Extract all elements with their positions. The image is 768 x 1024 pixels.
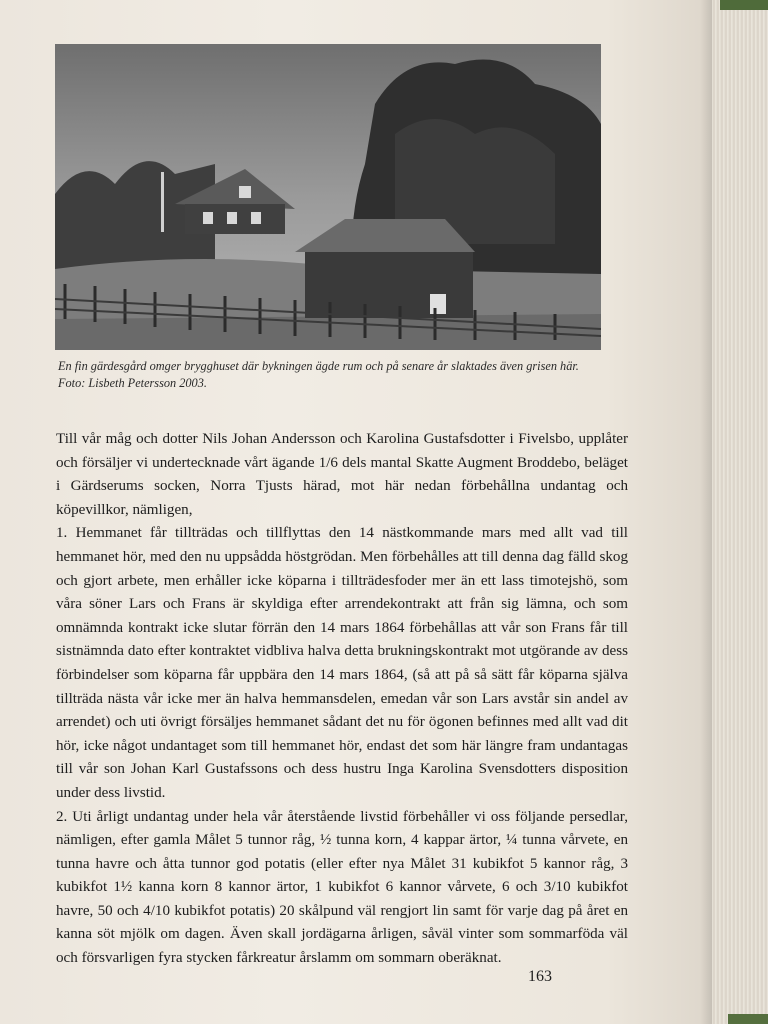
book-cover-corner-bottom: [728, 1014, 768, 1024]
photo-caption: En fin gärdesgård omger brygghuset där bykningen ägde rum och på senare år slaktades även grisen här. Foto: Lisbeth Petersson 2003.: [58, 359, 579, 390]
farm-photo: [55, 44, 601, 350]
clause-2: 2. Uti årligt undantag under hela vår återstående livstid förbehåller vi oss följande persedlar, nämligen, efter gamla Målet 5 tunnor råg, ½ tunna korn, 4 kappar ärtor, ¼ tunna vårvete, en tunna havre och åtta tunnor god potatis (eller efter nya Målet 31 kubikfot 5 kannor råg, 3 kubikfot 1½ kanna korn 8 kannor ärtor, 1 kubikfot 6 kannor vårvete, 6 och 3/10 kubikfot havre, 50 och 4/10 kubikfot potatis) 20 skålpund väl rengjort lin samt för varje dag på året en kanna söt mjölk om dagen. Även skall jordägarna årligen, såväl vinter som sommarföda väl och försvarligen fyra stycken fårkreatur årslamm om sommarn oberäknat.: [56, 808, 628, 967]
page-number: 163: [528, 968, 552, 985]
clause-1: 1. Hemmanet får tillträdas och tillflyttas den 14 nästkommande mars med allt vad till hemmanet hör, med den nu uppsådda höstgrödan. Men förbehålles att till denna dag fälld skog och gjort arbete, men erhåller icke köparna i tillträdesfoder mer än ett lass timotejshö, som våra söner Lars och Frans är skyldiga efter arrendekontrakt att från sig lämna, och som omnämnda kontrakt icke slutar förrän den 14 mars 1864 förbehållas att vår son Frans får till sistnämnda dato efter kontraktet vidbliva halva detta brukningskontrakt mot utgörande av dess förbindelser som köparna får uppbära den 14 mars 1864, (så att på så sätt får köparna själva tillträda nästa vår icke mer än halva hemmansdelen, emedan vår son Lars avstår sin andel av arrendet) och uti övrigt försäljes hemmanet sådant det nu för ögonen befinnes med allt vad dit hör, icke något undantaget som till hemmanet hör, endast det som här längre fram undantagas till vår son Johan Karl Gustafssons och dess hustru Inga Karolina Svensdotters disposition under dess livstid.: [56, 525, 628, 801]
farm-photo-image: [55, 44, 601, 350]
intro-paragraph: Till vår måg och dotter Nils Johan Andersson och Karolina Gustafsdotter i Fivelsbo, upplåter och försäljer vi undertecknade vårt ägande 1/6 dels mantal Skatte Augment Broddebo, beläget i Gärdserums socken, Norra Tjusts härad, mot här nedan förbehållna undantag och köpevillkor, nämligen,: [56, 431, 628, 518]
document-body: [56, 428, 628, 971]
book-cover-corner: [720, 0, 768, 10]
page-stack-edge: [712, 0, 768, 1024]
